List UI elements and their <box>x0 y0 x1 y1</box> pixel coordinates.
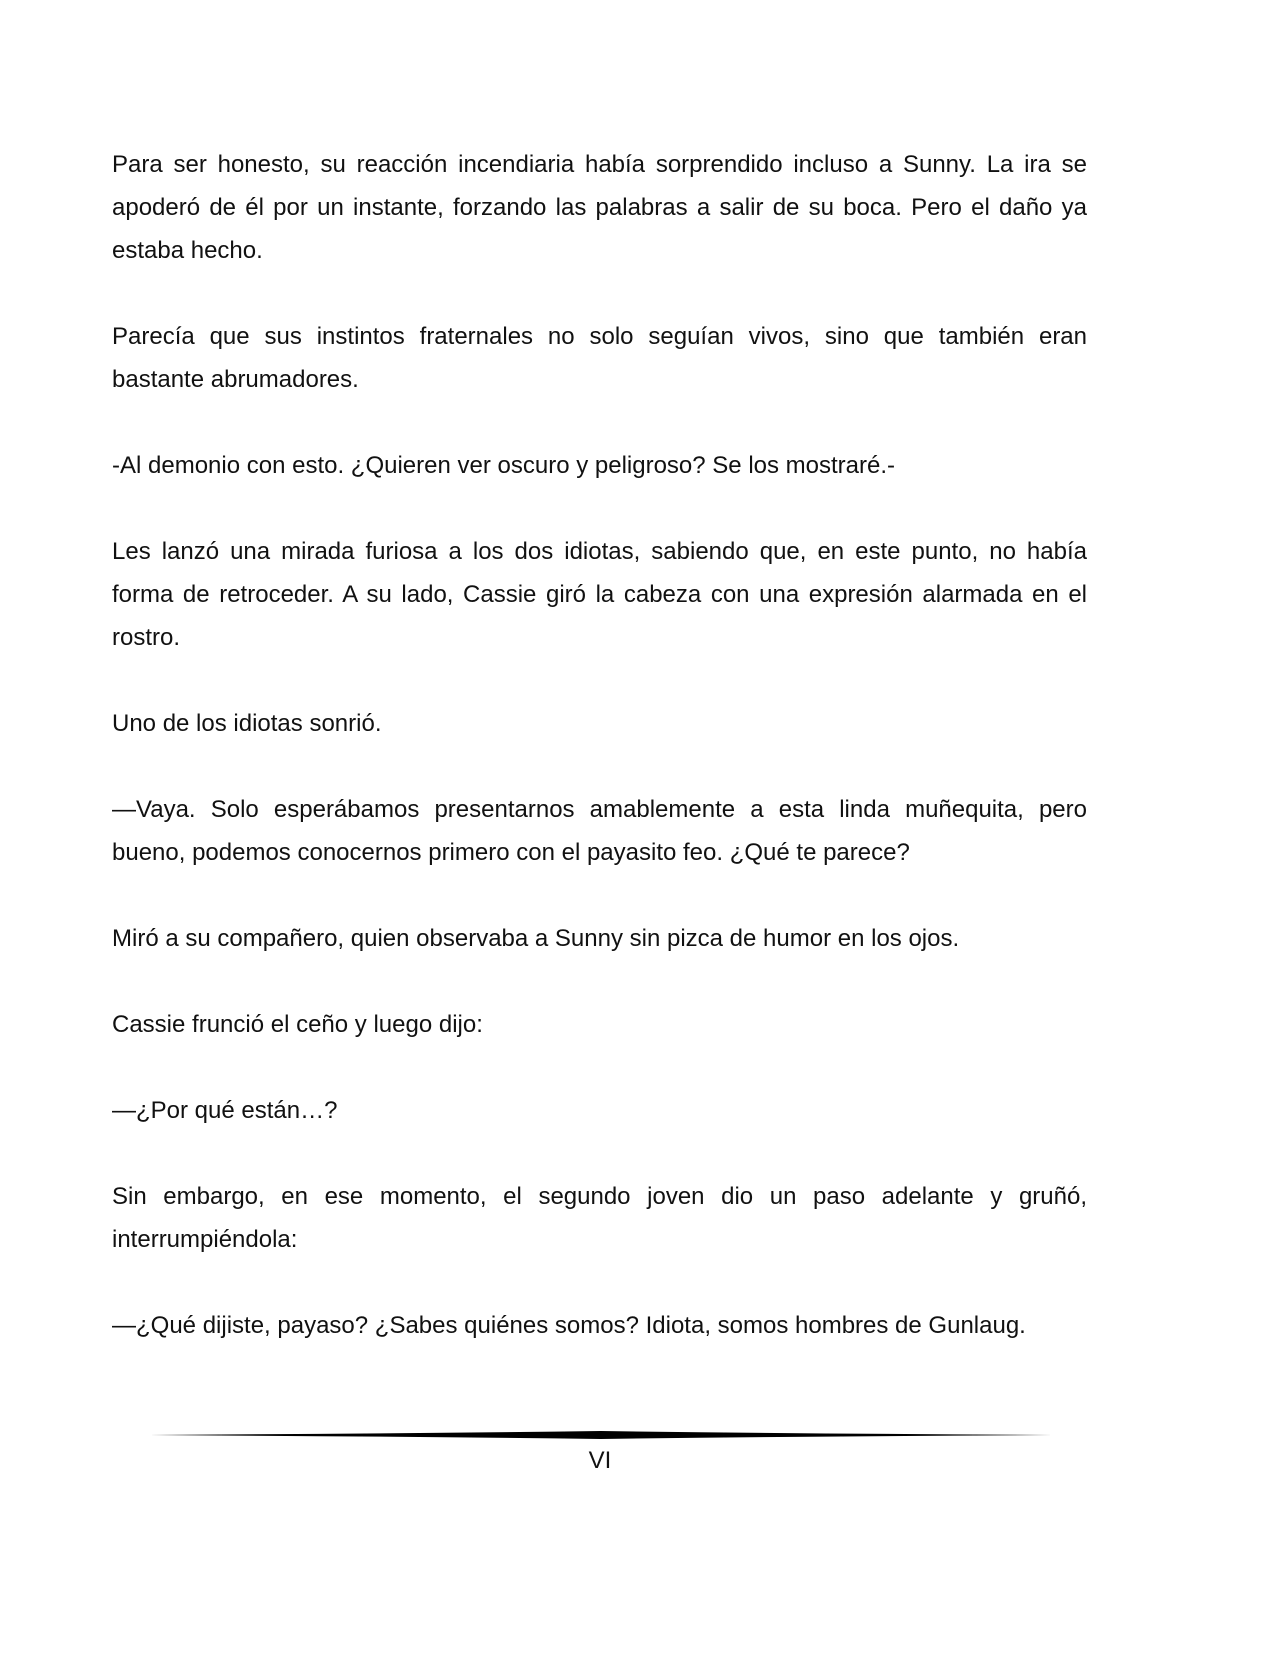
paragraph-4: Les lanzó una mirada furiosa a los dos idiotas, sabiendo que, en este punto, no había forma de retroceder. A su lado, Cassie giró la cabeza con una expresión alarmada en el rostro. <box>112 538 1087 651</box>
divider-swash <box>150 1431 1052 1439</box>
paragraph-3: -Al demonio con esto. ¿Quieren ver oscuro y peligroso? Se los mostraré.- <box>112 452 896 479</box>
paragraph-10: Sin embargo, en ese momento, el segundo joven dio un paso adelante y gruñó, interrumpiéndola: <box>112 1183 1087 1253</box>
page-number: VI <box>588 1447 612 1474</box>
paragraph-1: Para ser honesto, su reacción incendiaria había sorprendido incluso a Sunny. La ira se apoderó de él por un instante, forzando las palabras a salir de su boca. Pero el daño ya estaba hecho. <box>112 151 1087 264</box>
paragraph-9: —¿Por qué están…? <box>112 1097 338 1124</box>
paragraph-8: Cassie frunció el ceño y luego dijo: <box>112 1011 483 1038</box>
body-text <box>112 143 1087 1390</box>
paragraph-6: —Vaya. Solo esperábamos presentarnos amablemente a esta linda muñequita, pero bueno, podemos conocernos primero con el payasito feo. ¿Qué te parece? <box>112 796 1087 866</box>
paragraph-5: Uno de los idiotas sonrió. <box>112 710 382 737</box>
paragraph-2: Parecía que sus instintos fraternales no solo seguían vivos, sino que también eran bastante abrumadores. <box>112 323 1087 393</box>
paragraph-11: —¿Qué dijiste, payaso? ¿Sabes quiénes somos? Idiota, somos hombres de Gunlaug. <box>112 1312 1026 1339</box>
footer-divider-ornament <box>150 1427 1052 1443</box>
paragraph-7: Miró a su compañero, quien observaba a Sunny sin pizca de humor en los ojos. <box>112 925 960 952</box>
